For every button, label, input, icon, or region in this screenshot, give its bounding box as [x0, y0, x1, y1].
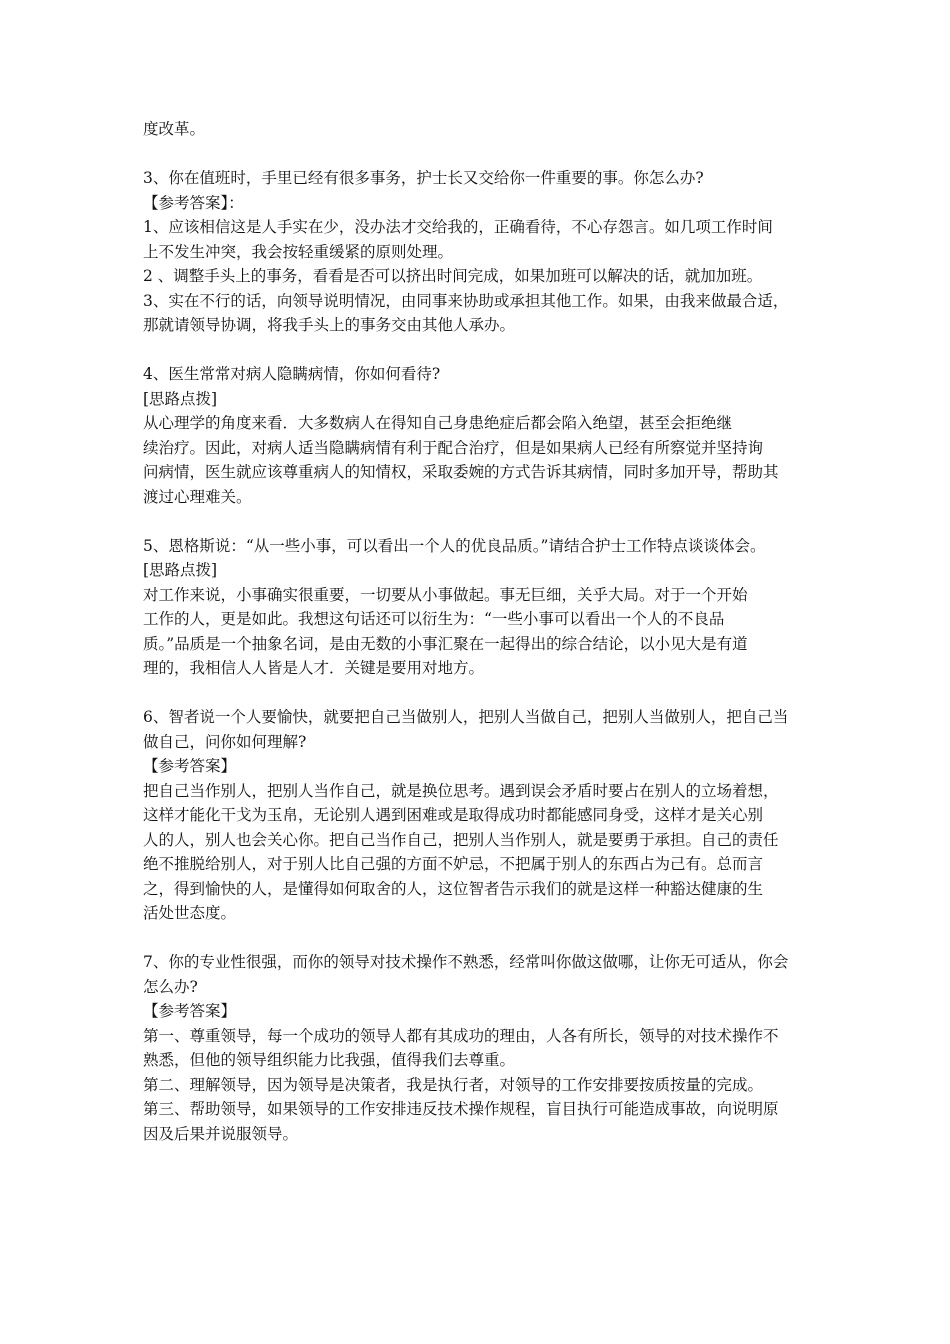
q5-body-line: 质。”品质是一个抽象名词，是由无数的小事汇聚在一起得出的综合结论，以小见大是有道: [143, 634, 748, 653]
q7-question-line: 7、你的专业性很强，而你的领导对技术操作不熟悉，经常叫你做这做哪，让你无可适从，你会: [143, 953, 789, 971]
q3-answer-label: 【参考答案】：: [143, 193, 244, 212]
q7-body-line: 因及后果并说服领导。: [143, 1124, 299, 1143]
q5-body-line: 对工作来说，小事确实很重要，一切要从小事做起。事无巨细，关乎大局。对于一个开始: [143, 585, 748, 604]
q4-hint-label: [思路点拨]: [143, 389, 218, 408]
q5-body-line: 工作的人，更是如此。我想这句话还可以衍生为：“一些小事可以看出一个人的不良品: [143, 610, 725, 628]
q5-question: 5、恩格斯说：“从一些小事，可以看出一个人的优良品质。”请结合护士工作特点谈谈体会。: [143, 536, 766, 555]
q7-body-line: 第一、尊重领导，每一个成功的领导人都有其成功的理由，人各有所长，领导的对技术操作不: [143, 1026, 779, 1045]
q4-body-line: 渡过心理难关。: [143, 487, 252, 506]
q6-body-line: 人的人，别人也会关心你。把自己当作自己，把别人当作别人，就是要勇于承担。自己的责任: [143, 830, 779, 849]
q7-question-line: 怎么办?: [143, 977, 198, 996]
q4-body-line: 问病情，医生就应该尊重病人的知情权，采取委婉的方式告诉其病情，同时多加开导，帮助其: [143, 463, 779, 481]
spacer: [143, 509, 811, 534]
q7-body-line: 第二、理解领导，因为领导是决策者，我是执行者，对领导的工作安排要按质按量的完成。: [143, 1075, 764, 1094]
q7-answer-label: 【参考答案】: [143, 1002, 237, 1020]
q3-point-line: 上不发生冲突，我会按轻重缓紧的原则处理。: [143, 242, 454, 261]
q3-point-line: 3、实在不行的话，向领导说明情况，由同事来协助或承担其他工作。如果，由我来做最合适，: [143, 291, 789, 310]
document-body: [143, 117, 811, 1146]
q6-body-line: 之，得到愉快的人，是懂得如何取舍的人，这位智者告示我们的就是这样一种豁达健康的生: [143, 879, 764, 898]
q7-body-line: 熟悉，但他的领导组织能力比我强，值得我们去尊重。: [143, 1051, 516, 1069]
spacer: [143, 338, 811, 363]
q4-body-line: 从心理学的角度来看．大多数病人在得知自己身患绝症后都会陷入绝望，甚至会拒绝继: [143, 414, 733, 432]
q4-question: 4、医生常常对病人隐瞒病情，你如何看待?: [143, 365, 441, 383]
q6-question-line: 做自己，问你如何理解?: [143, 732, 307, 751]
spacer: [143, 926, 811, 951]
q6-body-line: 绝不推脱给别人，对于别人比自己强的方面不妒忌，不把属于别人的东西占为己有。总而言: [143, 855, 764, 873]
q6-body-line: 把自己当作别人，把别人当作自己，就是换位思考。遇到误会矛盾时要占在别人的立场着想，: [143, 781, 779, 800]
q5-body-line: 理的，我相信人人皆是人才．关键是要用对地方。: [143, 659, 485, 677]
q6-answer-label: 【参考答案】: [143, 757, 237, 775]
q5-hint-label: [思路点拨]: [143, 561, 218, 579]
q3-point-line: 2 、调整手头上的事务，看看是否可以挤出时间完成，如果加班可以解决的话，就加加班。: [143, 267, 763, 285]
q6-body-line: 这样才能化干戈为玉帛，无论别人遇到困难或是取得成功时都能感同身受，这样才是关心别: [143, 806, 764, 824]
q3-question: 3、你在值班时，手里已经有很多事务，护士长又交给你一件重要的事。你怎么办?: [143, 169, 704, 187]
spacer: [143, 142, 811, 167]
q3-point-line: 那就请领导协调，将我手头上的事务交由其他人承办。: [143, 316, 516, 334]
spacer: [143, 681, 811, 706]
q4-body-line: 续治疗。因此，对病人适当隐瞒病情有利于配合治疗，但是如果病人已经有所察觉并坚持询: [143, 438, 764, 457]
q7-body-line: 第三、帮助领导，如果领导的工作安排违反技术操作规程，盲目执行可能造成事故，向说明原: [143, 1100, 779, 1118]
q6-body-line: 活处世态度。: [143, 904, 237, 922]
intro-line: 度改革。: [143, 120, 206, 138]
q3-point-line: 1、应该相信这是人手实在少，没办法才交给我的，正确看待，不心存怨言。如几项工作时间: [143, 218, 773, 236]
q6-question-line: 6、智者说一个人要愉快，就要把自己当做别人，把别人当做自己，把别人当做别人，把自己当: [143, 708, 789, 726]
